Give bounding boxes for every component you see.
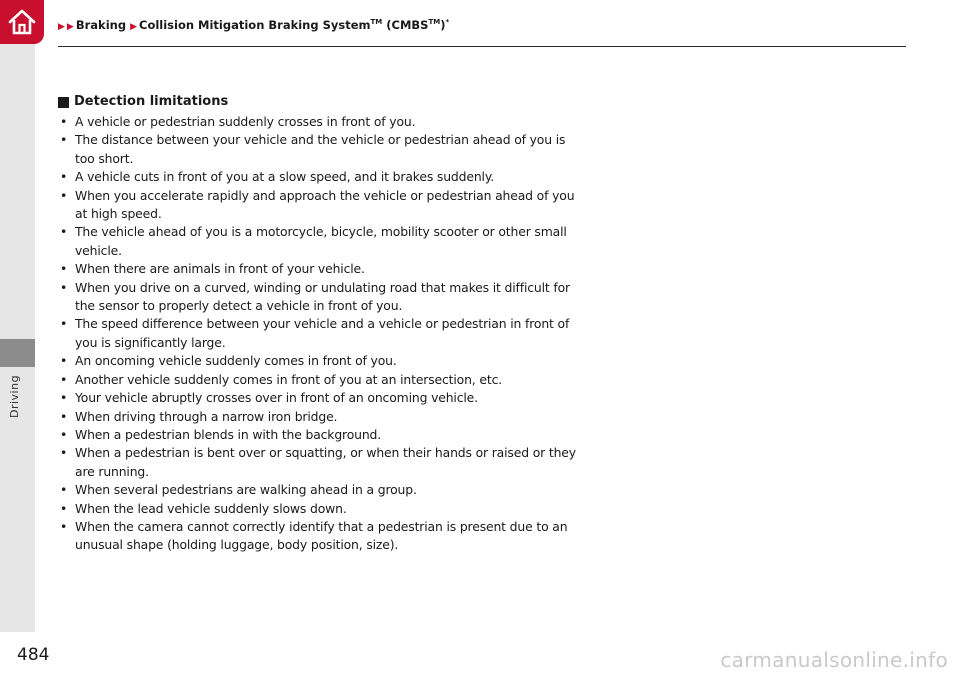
section-heading bbox=[58, 93, 578, 111]
breadcrumb-arrow-icon: ▶ bbox=[58, 22, 65, 32]
list-item: • Another vehicle suddenly comes in front of you at an intersection, etc. bbox=[58, 371, 578, 389]
list-item: • Your vehicle abruptly crosses over in front of an oncoming vehicle. bbox=[58, 389, 578, 407]
list-item: • When there are animals in front of your vehicle. bbox=[58, 260, 578, 278]
list-item: • An oncoming vehicle suddenly comes in front of you. bbox=[58, 352, 578, 370]
chapter-label: Driving bbox=[8, 374, 21, 418]
watermark: carmanualsonline.info bbox=[720, 648, 948, 672]
limitations-list bbox=[58, 113, 578, 555]
cmbs-abbrev: (CMBS bbox=[386, 18, 429, 32]
square-bullet-icon bbox=[58, 97, 69, 108]
breadcrumb bbox=[58, 18, 449, 32]
breadcrumb-cmbs-label: Collision Mitigation Braking System bbox=[139, 18, 371, 32]
list-item: • A vehicle cuts in front of you at a slow speed, and it brakes suddenly. bbox=[58, 168, 578, 186]
list-item: • When you drive on a curved, winding or undulating road that makes it difficult for the sensor to properly detect a vehicle in front of you. bbox=[58, 279, 578, 316]
trademark-mark: TM bbox=[370, 18, 383, 27]
cmbs-close: ) bbox=[440, 18, 446, 32]
asterisk-mark: * bbox=[445, 18, 450, 27]
breadcrumb-arrow-icon: ▶ bbox=[66, 22, 74, 32]
list-item: • When a pedestrian is bent over or squatting, or when their hands or raised or they are running. bbox=[58, 444, 578, 481]
list-item: • The distance between your vehicle and the vehicle or pedestrian ahead of you is too short. bbox=[58, 131, 578, 168]
list-item: • The speed difference between your vehicle and a vehicle or pedestrian in front of you is significantly large. bbox=[58, 315, 578, 352]
page-number: 484 bbox=[17, 645, 50, 665]
breadcrumb-arrow-icon: ▶ bbox=[130, 22, 137, 32]
list-item: • The vehicle ahead of you is a motorcycle, bicycle, mobility scooter or other small vehicle. bbox=[58, 223, 578, 260]
breadcrumb-item-braking[interactable]: Braking bbox=[75, 18, 127, 32]
home-button[interactable] bbox=[0, 0, 44, 44]
header-divider bbox=[58, 46, 906, 47]
chapter-tab-driving[interactable] bbox=[0, 339, 35, 367]
list-item: • When you accelerate rapidly and approach the vehicle or pedestrian ahead of you at high speed. bbox=[58, 187, 578, 224]
list-item: • When a pedestrian blends in with the background. bbox=[58, 426, 578, 444]
main-content bbox=[58, 93, 578, 555]
list-item: • When the camera cannot correctly identify that a pedestrian is present due to an unusual shape (holding luggage, body position, size). bbox=[58, 518, 578, 555]
list-item: • When driving through a narrow iron bridge. bbox=[58, 408, 578, 426]
sidebar bbox=[0, 44, 35, 632]
home-icon bbox=[7, 8, 37, 36]
trademark-mark: TM bbox=[428, 18, 441, 27]
list-item: • A vehicle or pedestrian suddenly crosses in front of you. bbox=[58, 113, 578, 131]
list-item: • When the lead vehicle suddenly slows down. bbox=[58, 500, 578, 518]
list-item: • When several pedestrians are walking ahead in a group. bbox=[58, 481, 578, 499]
section-title: Detection limitations bbox=[74, 94, 229, 109]
breadcrumb-item-cmbs[interactable] bbox=[139, 18, 449, 32]
